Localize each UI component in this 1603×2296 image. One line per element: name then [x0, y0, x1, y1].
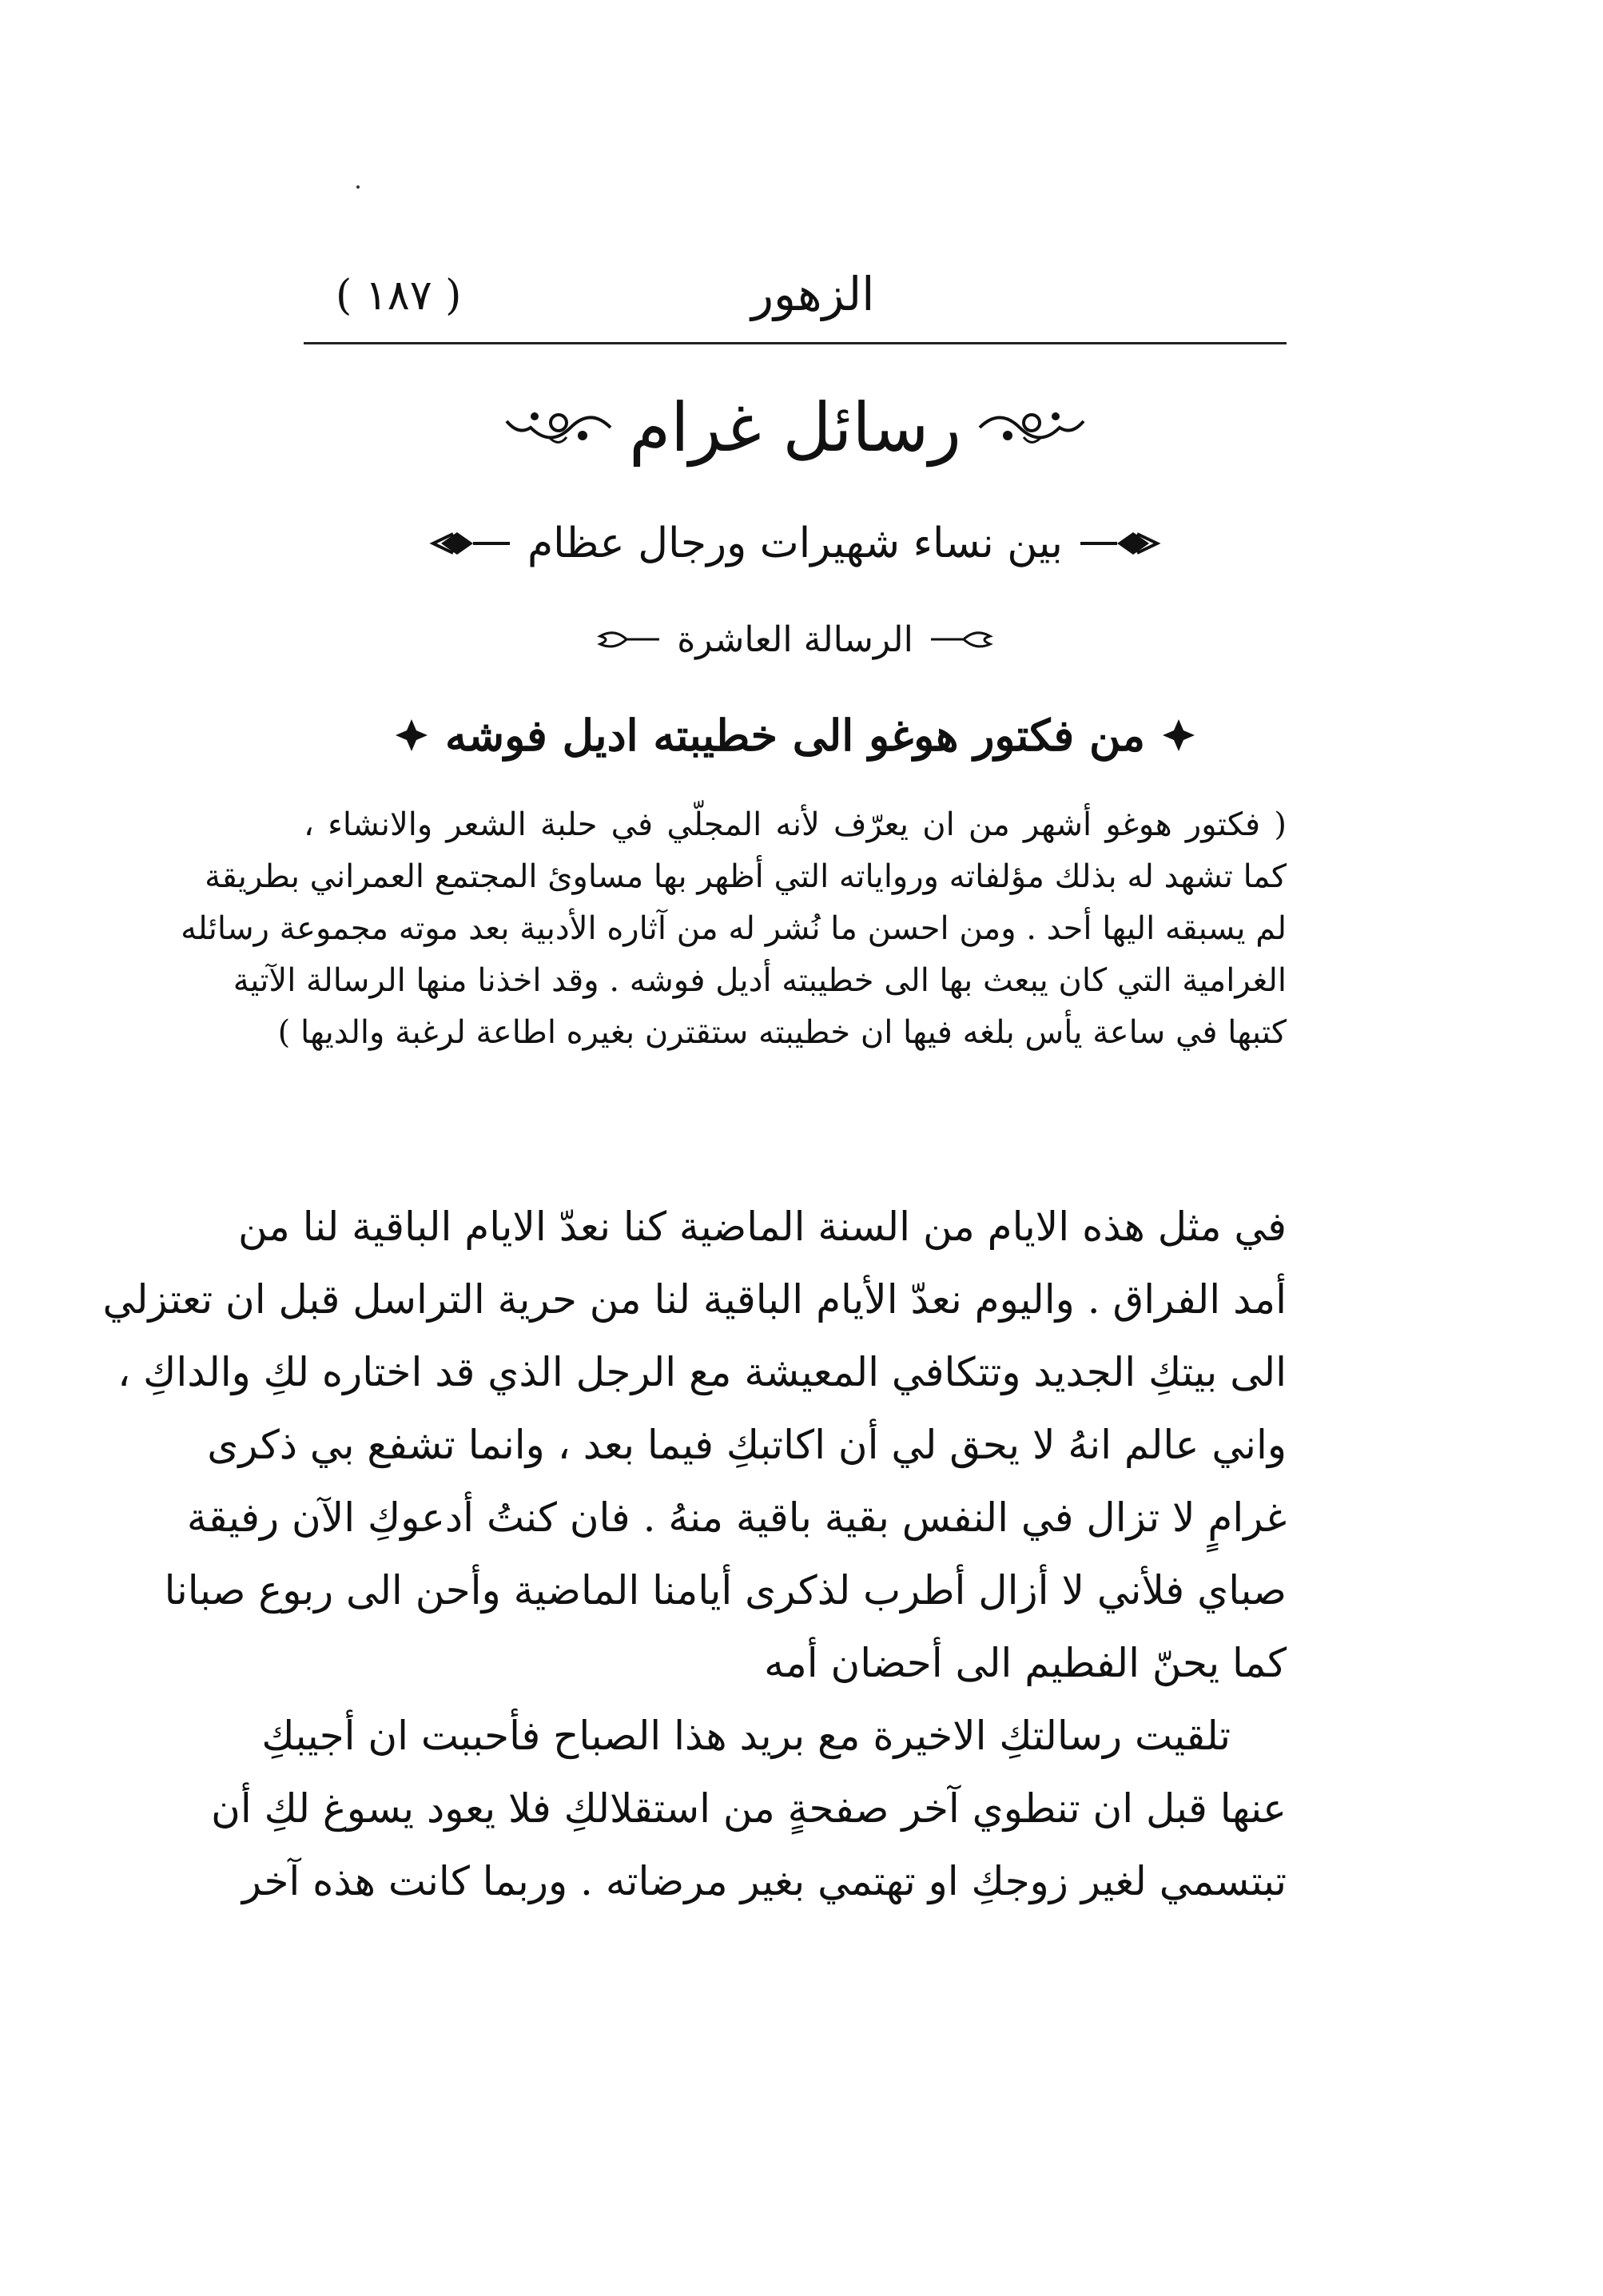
page-header [304, 264, 1287, 344]
running-title: الزهور [751, 267, 875, 321]
scroll-ornament-icon [425, 526, 513, 561]
body-line: عنها قبل ان تنطوي آخر صفحةٍ من استقلالكِ فلا يعود يسوغ لكِ أن [211, 1785, 1287, 1832]
body-line: أمد الفراق . واليوم نعدّ الأيام الباقية لنا من حرية التراسل قبل ان تعتزلي [102, 1276, 1287, 1323]
floral-ornament-icon [503, 404, 615, 452]
leaf-ornament-icon [928, 625, 1000, 654]
header-divider [304, 342, 1287, 344]
body-line: واني عالم انهُ لا يحق لي أن اكاتبكِ فيما بعد ، وانما تشفع بي ذكرى [207, 1422, 1287, 1468]
body-line: كما يحنّ الفطيم الى أحضان أمه [764, 1640, 1287, 1686]
body-line: غرامٍ لا تزال في النفس بقية باقية منهُ . فان كنتُ أدعوكِ الآن رفيقة [186, 1494, 1287, 1541]
body-line: تبتسمي لغير زوجكِ او تهتمي بغير مرضاته . وربما كانت هذه آخر [241, 1858, 1287, 1904]
body-line: الى بيتكِ الجديد وتتكافي المعيشة مع الرجل الذي قد اختاره لكِ والداكِ ، [117, 1349, 1287, 1395]
stray-ink-mark [356, 185, 360, 189]
article-title: رسائل غرام [629, 388, 961, 467]
article-title-block [304, 376, 1287, 479]
body-line: في مثل هذه الايام من السنة الماضية كنا نعدّ الايام الباقية لنا من [237, 1204, 1287, 1250]
star-ornament-icon [1161, 718, 1196, 753]
scroll-ornament-icon [1077, 526, 1165, 561]
article-subtitle-block [304, 511, 1287, 575]
leaf-ornament-icon [591, 625, 662, 654]
intro-line: كما تشهد له بذلك مؤلفاته ورواياته التي أظهر بها مساوئ المجتمع العمراني بطريقة [205, 858, 1287, 895]
intro-line: لم يسبقه اليها أحد . ومن احسن ما نُشر له من آثاره الأدبية بعد موته مجموعة رسائله [181, 910, 1287, 947]
letter-body [102, 1191, 1287, 1918]
star-ornament-icon [394, 718, 429, 753]
floral-ornament-icon [976, 404, 1088, 452]
body-line: صباي فلأني لا أزال أطرب لذكرى أيامنا الماضية وأحن الى ربوع صبانا [164, 1567, 1287, 1614]
editor-introduction [181, 799, 1287, 1059]
letter-heading: من فكتور هوغو الى خطيبته اديل فوشه [444, 710, 1146, 761]
letter-number: الرسالة العاشرة [677, 619, 913, 660]
intro-line: ( فكتور هوغو أشهر من ان يعرّف لأنه المجلّي في حلبة الشعر والانشاء ، [304, 806, 1287, 843]
intro-line: الغرامية التي كان يبعث بها الى خطيبته أديل فوشه . وقد اخذنا منها الرسالة الآتية [233, 962, 1287, 999]
letter-heading-block [304, 695, 1287, 775]
body-line: تلقيت رسالتكِ الاخيرة مع بريد هذا الصباح فأحببت ان أجيبكِ [261, 1713, 1231, 1759]
article-subtitle: بين نساء شهيرات ورجال عظام [527, 519, 1064, 567]
letter-number-block [304, 607, 1287, 671]
page-number: ( ١٨٧ ) [336, 272, 462, 320]
intro-line: كتبها في ساعة يأس بلغه فيها ان خطيبته ستقترن بغيره اطاعة لرغبة والديها ) [277, 1014, 1287, 1051]
